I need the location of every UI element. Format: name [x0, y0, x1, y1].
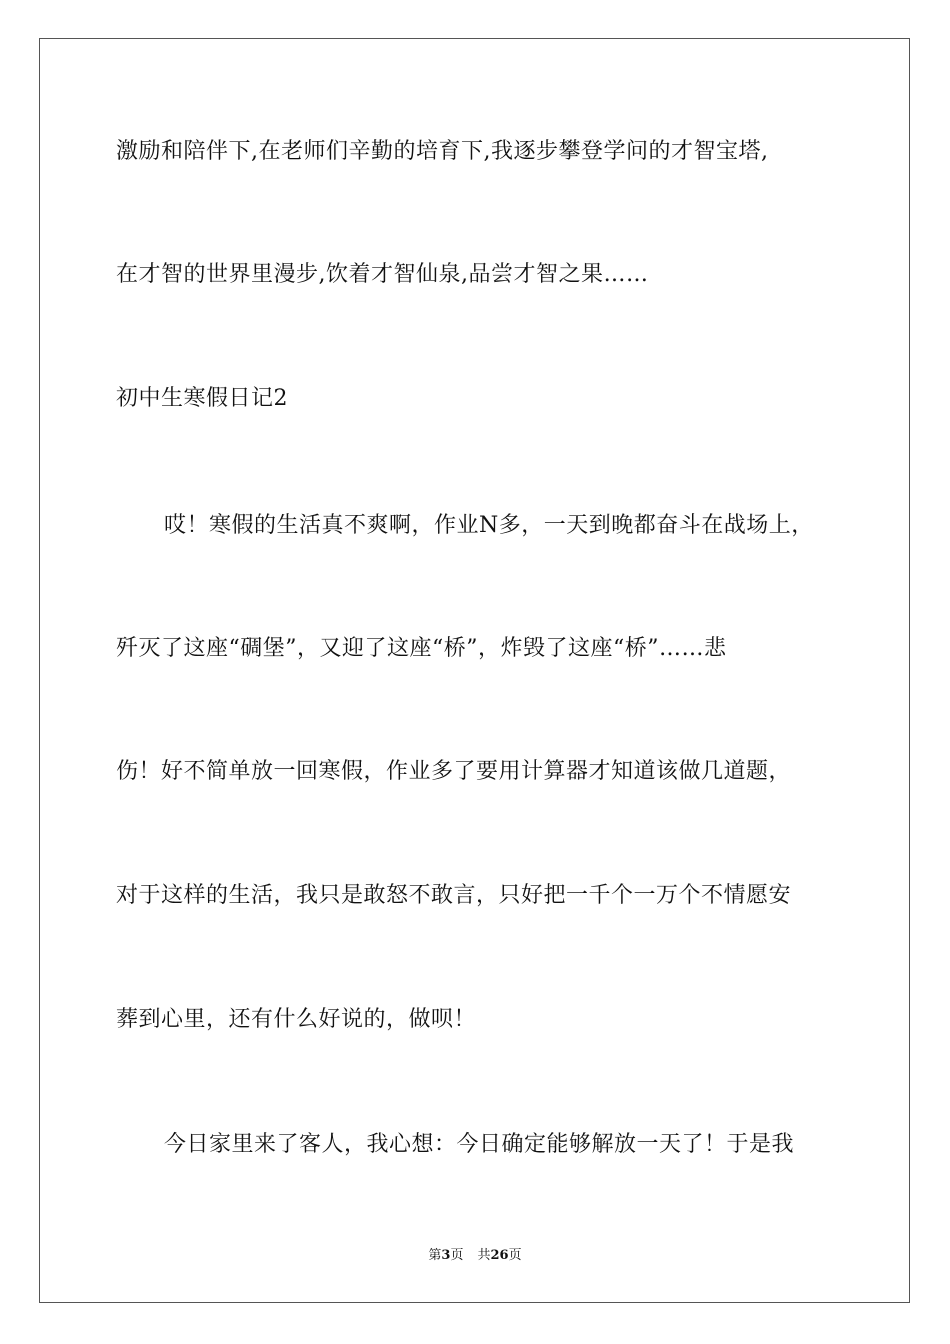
page-total: 共26页 [477, 1248, 522, 1263]
page-footer [0, 1247, 950, 1265]
paragraph-line: 伤！好不简单放一回寒假，作业多了要用计算器才知道该做几道题， [116, 759, 792, 784]
paragraph-line: 歼灭了这座“碉堡”，又迎了这座“桥”，炸毁了这座“桥”……悲 [116, 636, 727, 661]
paragraph-line: 今日家里来了客人，我心想：今日确定能够解放一天了！于是我 [164, 1132, 795, 1157]
paragraph-line: 葬到心里，还有什么好说的，做呗！ [116, 1007, 477, 1032]
page-number: 第3页 [428, 1248, 464, 1263]
section-heading: 初中生寒假日记2 [116, 386, 288, 411]
paragraph-line: 激励和陪伴下,在老师们辛勤的培育下,我逐步攀登学问的才智宝塔, [116, 139, 769, 164]
paragraph-line: 在才智的世界里漫步,饮着才智仙泉,品尝才智之果…… [116, 262, 649, 287]
paragraph-line: 哎！寒假的生活真不爽啊，作业N多，一天到晚都奋斗在战场上， [164, 513, 814, 538]
page-border [39, 38, 910, 1303]
paragraph-line: 对于这样的生活，我只是敢怒不敢言，只好把一千个一万个不情愿安 [116, 883, 792, 908]
